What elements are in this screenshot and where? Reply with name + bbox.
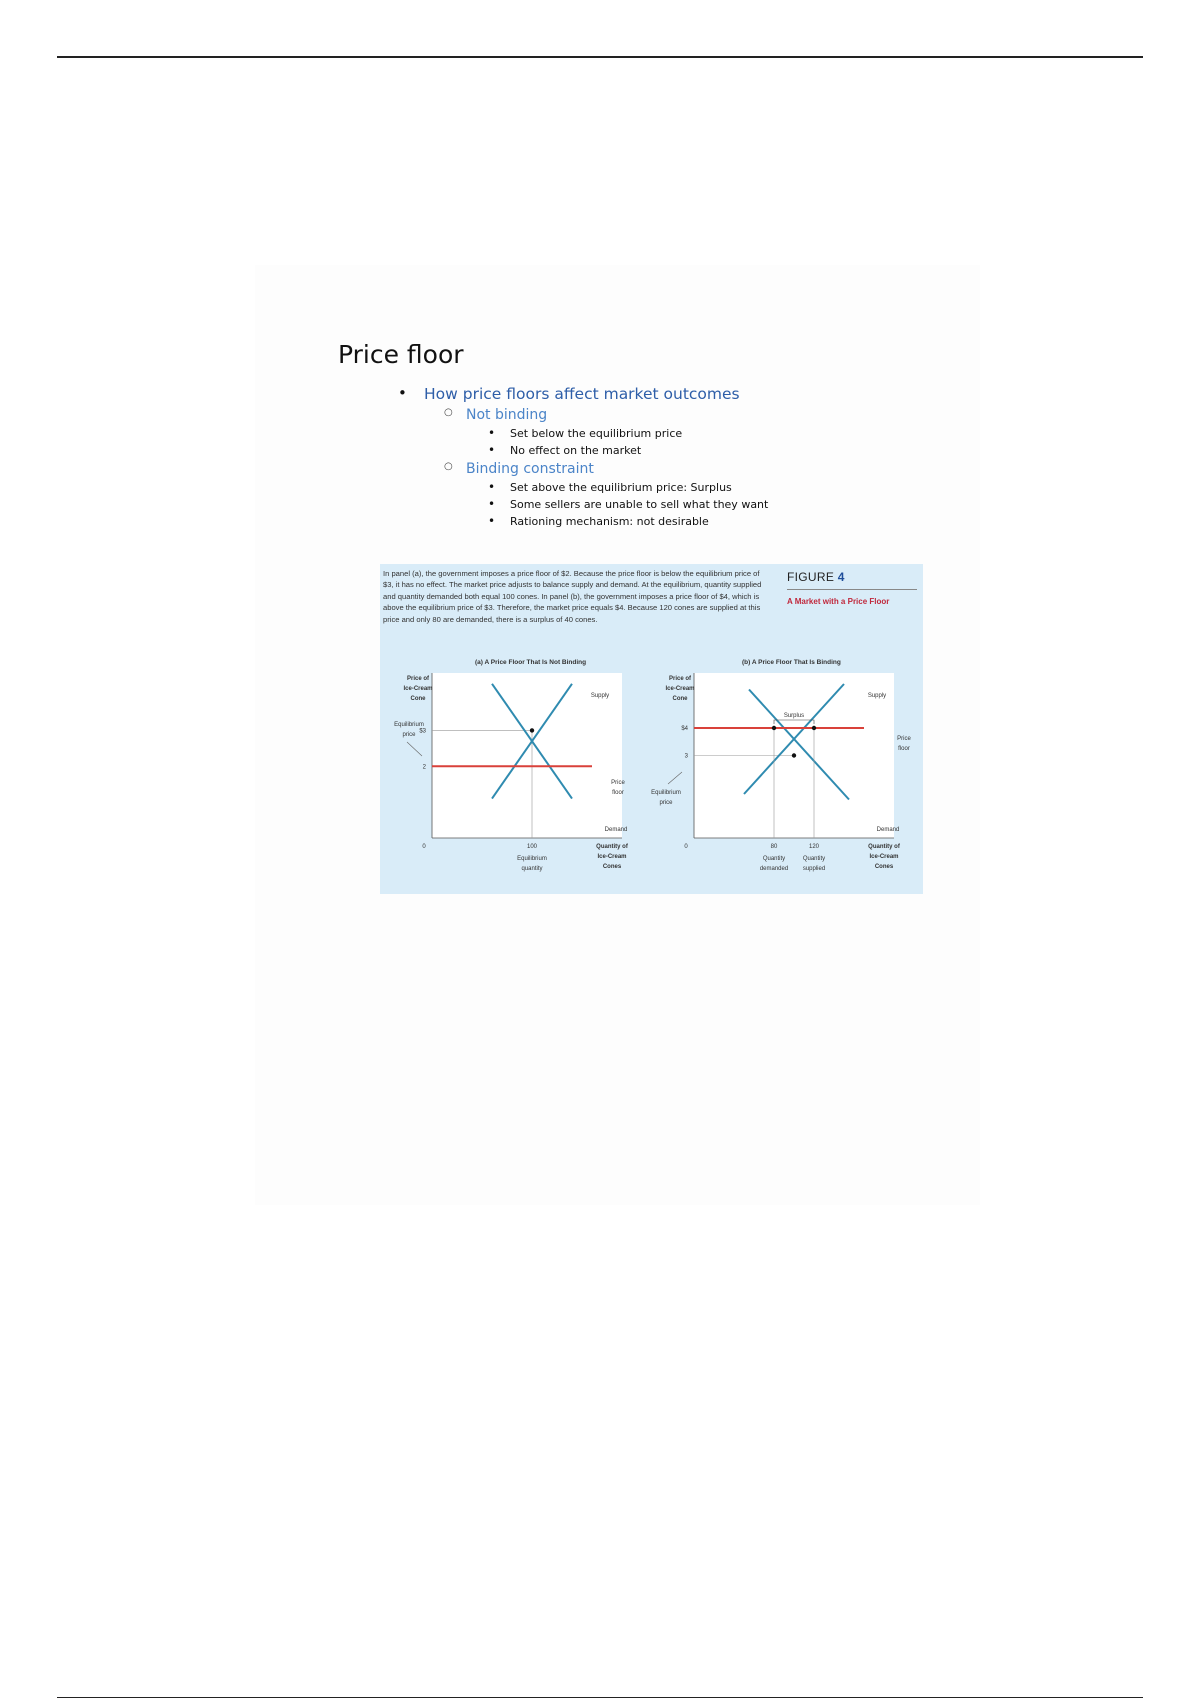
quantity-supplied-label: Quantity bbox=[802, 856, 826, 862]
equilibrium-point bbox=[792, 753, 796, 757]
bullet-item: • Set below the equilibrium price bbox=[398, 427, 768, 440]
y-axis-label: Price of bbox=[406, 676, 430, 682]
equilibrium-price-label: price bbox=[659, 800, 673, 806]
figure-number-value: 4 bbox=[837, 570, 845, 584]
quantity-demanded-label: demanded bbox=[759, 866, 789, 872]
x-axis-label: Cones bbox=[874, 864, 894, 870]
y-tick-label: $4 bbox=[681, 726, 688, 732]
x-tick-label: 0 bbox=[422, 844, 426, 850]
figure-number-label: FIGURE bbox=[787, 570, 835, 584]
bullet-binding: ○ Binding constraint bbox=[398, 461, 768, 477]
equilibrium-price-pointer bbox=[668, 772, 682, 784]
y-axis-label: Ice-Cream bbox=[665, 686, 695, 692]
bullet-item: • Some sellers are unable to sell what they want bbox=[398, 498, 768, 511]
demand-label: Demand bbox=[604, 827, 628, 833]
equilibrium-price-pointer bbox=[407, 742, 422, 756]
equilibrium-quantity-label: Equilibrium bbox=[517, 856, 547, 862]
bullet-item: • Rationing mechanism: not desirable bbox=[398, 515, 768, 528]
x-axis-label: Quantity of bbox=[868, 844, 900, 850]
figure bbox=[380, 564, 923, 894]
footer-rule bbox=[57, 1697, 1143, 1698]
figure-subtitle: A Market with a Price Floor bbox=[787, 597, 890, 606]
demand-label: Demand bbox=[876, 827, 900, 833]
quantity-supplied-label: supplied bbox=[802, 866, 826, 872]
supply-label: Supply bbox=[590, 693, 610, 699]
price-floor-label: floor bbox=[612, 790, 624, 796]
y-tick-label: $3 bbox=[419, 728, 426, 735]
panel-a-title: (a) A Price Floor That Is Not Binding bbox=[475, 659, 587, 666]
figure-divider bbox=[787, 589, 917, 590]
chart-panel-b bbox=[642, 668, 923, 892]
bullet-list bbox=[398, 385, 768, 528]
equilibrium-price-label: Equilibrium bbox=[394, 722, 424, 728]
x-axis-label: Ice-Cream bbox=[869, 854, 899, 860]
y-axis-label: Ice-Cream bbox=[403, 686, 433, 692]
x-tick-label: 120 bbox=[808, 844, 820, 850]
equilibrium-price-label: Equilibrium bbox=[651, 790, 681, 796]
bullet-item: • Set above the equilibrium price: Surplus bbox=[398, 481, 768, 494]
figure-caption: In panel (a), the government imposes a price floor of $2. Because the price floor is below the equilibrium price of $3, it has no effect. The market price adjusts to balance supply and demand. At the equilibrium, quantity supplied and quantity demanded both equal 100 cones. In panel (b), the government imposes a price floor of $4, which is above the equilibrium price of $3. Therefore, the market price equals $4. Because 120 cones are supplied at this price and only 80 are demanded, there is a surplus of 40 cones. bbox=[383, 569, 762, 624]
price-floor-label: Price bbox=[611, 780, 625, 786]
x-axis-label: Cones bbox=[602, 864, 622, 870]
equilibrium-point bbox=[530, 728, 534, 732]
x-axis-label: Ice-Cream bbox=[597, 854, 627, 860]
slide-title: Price floor bbox=[338, 340, 464, 369]
y-tick-label: 3 bbox=[684, 753, 688, 760]
quantity-demanded-point bbox=[772, 726, 776, 730]
equilibrium-price-label: price bbox=[402, 732, 416, 738]
price-floor-label: floor bbox=[898, 746, 910, 752]
quantity-demanded-label: Quantity bbox=[762, 856, 786, 862]
y-axis-label: Cone bbox=[672, 696, 688, 702]
panel-b-title: (b) A Price Floor That Is Binding bbox=[742, 659, 841, 666]
quantity-supplied-point bbox=[812, 726, 816, 730]
bullet-not-binding: ○ Not binding bbox=[398, 407, 768, 423]
y-axis-label: Cone bbox=[410, 696, 426, 702]
y-tick-label: 2 bbox=[422, 764, 426, 771]
x-tick-label: 0 bbox=[684, 844, 688, 850]
y-axis-label: Price of bbox=[668, 676, 692, 682]
header-rule bbox=[57, 56, 1143, 58]
equilibrium-quantity-label: quantity bbox=[521, 866, 543, 872]
chart-panel-a bbox=[380, 668, 645, 892]
bullet-item: • No effect on the market bbox=[398, 444, 768, 457]
x-tick-label: 100 bbox=[526, 844, 538, 850]
x-axis-label: Quantity of bbox=[596, 844, 628, 850]
x-tick-label: 80 bbox=[770, 844, 778, 850]
figure-number bbox=[787, 570, 845, 584]
supply-label: Supply bbox=[867, 693, 887, 699]
surplus-label: Surplus bbox=[783, 713, 805, 719]
price-floor-label: Price bbox=[897, 736, 911, 742]
bullet-main: • How price floors affect market outcomes bbox=[398, 385, 768, 403]
